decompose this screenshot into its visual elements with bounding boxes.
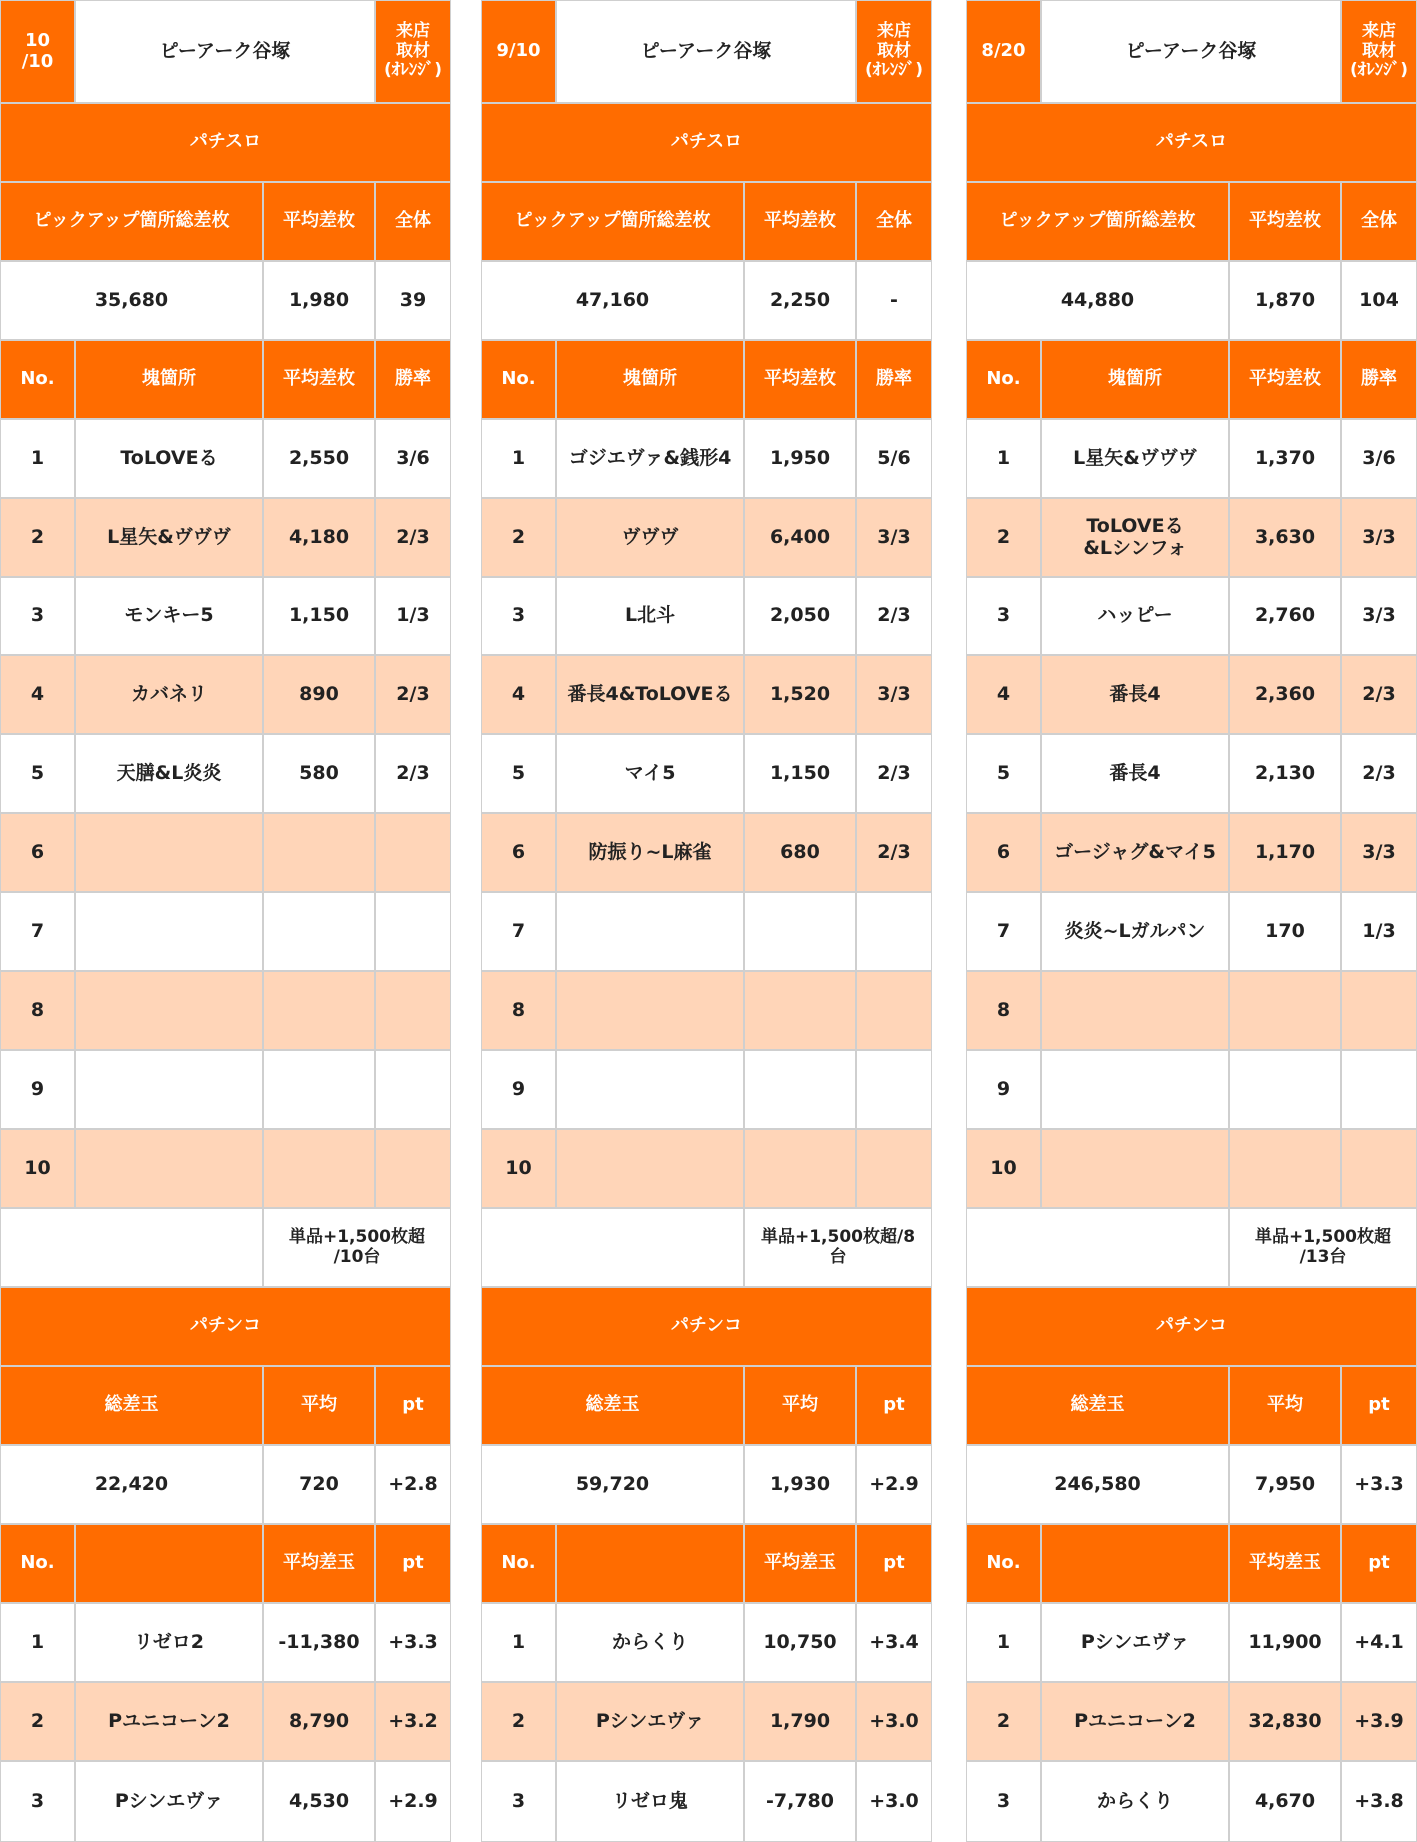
row-number: 3 (0, 577, 75, 655)
pachinko-avg-value: 720 (263, 1445, 375, 1524)
row-number: 4 (481, 655, 556, 734)
row-avg (1229, 971, 1341, 1050)
slot-overall-header: 全体 (1341, 182, 1417, 261)
pachinko-row-number: 2 (481, 1682, 556, 1761)
pachinko-avg-header: 平均 (1229, 1366, 1341, 1445)
row-winrate (1341, 971, 1417, 1050)
col-header-location: 塊箇所 (1041, 340, 1229, 419)
row-number: 10 (481, 1129, 556, 1208)
store-name: ピーアーク谷塚 (556, 0, 856, 103)
row-winrate (375, 1050, 451, 1129)
col-header-avg: 平均差枚 (744, 340, 856, 419)
row-number: 4 (0, 655, 75, 734)
row-location (75, 1129, 263, 1208)
row-number: 2 (481, 498, 556, 577)
row-winrate: 3/6 (375, 419, 451, 498)
pachinko-row-avg: 10,750 (744, 1603, 856, 1682)
row-avg: 580 (263, 734, 375, 813)
row-number: 3 (966, 577, 1041, 655)
row-number: 4 (966, 655, 1041, 734)
pachinko-row-pt: +3.4 (856, 1603, 932, 1682)
col-header-location: 塊箇所 (556, 340, 744, 419)
row-avg (263, 813, 375, 892)
pachinko-col-header-pt: pt (856, 1524, 932, 1603)
coverage-tag: 来店 取材 (ｵﾚﾝｼﾞ) (375, 0, 451, 103)
pachinko-row-number: 3 (481, 1761, 556, 1842)
row-location: 防振り~L麻雀 (556, 813, 744, 892)
pachinko-row-avg: 11,900 (1229, 1603, 1341, 1682)
pachinko-row-avg: 1,790 (744, 1682, 856, 1761)
row-location (1041, 1050, 1229, 1129)
pachinko-row-pt: +4.1 (1341, 1603, 1417, 1682)
slot-avg-value: 2,250 (744, 261, 856, 340)
row-number: 8 (481, 971, 556, 1050)
row-winrate: 1/3 (1341, 892, 1417, 971)
pachinko-total-value: 22,420 (0, 1445, 263, 1524)
pachinko-row-number: 2 (966, 1682, 1041, 1761)
slot-section-title: パチスロ (966, 103, 1417, 182)
slot-overall-value: 104 (1341, 261, 1417, 340)
row-number: 6 (481, 813, 556, 892)
pachinko-col-header-pt: pt (1341, 1524, 1417, 1603)
pachinko-col-header-avg: 平均差玉 (744, 1524, 856, 1603)
row-location (75, 971, 263, 1050)
pachinko-row-number: 1 (481, 1603, 556, 1682)
pachinko-avg-header: 平均 (744, 1366, 856, 1445)
row-number: 7 (0, 892, 75, 971)
row-location (75, 1050, 263, 1129)
row-avg: 1,950 (744, 419, 856, 498)
row-number: 7 (966, 892, 1041, 971)
pachinko-row-avg: 4,530 (263, 1761, 375, 1842)
row-avg: 2,130 (1229, 734, 1341, 813)
row-number: 6 (0, 813, 75, 892)
note-spacer (0, 1208, 263, 1287)
report-panel (481, 0, 932, 1842)
pachinko-pt-value: +3.3 (1341, 1445, 1417, 1524)
row-number: 9 (0, 1050, 75, 1129)
pachinko-row-machine: からくり (556, 1603, 744, 1682)
row-location: ヴヴヴ (556, 498, 744, 577)
slot-avg-header: 平均差枚 (1229, 182, 1341, 261)
row-location (75, 892, 263, 971)
row-avg: 4,180 (263, 498, 375, 577)
row-number: 8 (966, 971, 1041, 1050)
row-number: 5 (481, 734, 556, 813)
pachinko-col-header-name (1041, 1524, 1229, 1603)
row-location: 番長4 (1041, 655, 1229, 734)
single-item-note: 単品+1,500枚超 /13台 (1229, 1208, 1417, 1287)
pachinko-row-pt: +3.9 (1341, 1682, 1417, 1761)
pachinko-total-value: 246,580 (966, 1445, 1229, 1524)
pachinko-section-title: パチンコ (0, 1287, 451, 1366)
single-item-note: 単品+1,500枚超/8 台 (744, 1208, 932, 1287)
row-winrate (375, 892, 451, 971)
row-location (556, 892, 744, 971)
row-number: 5 (966, 734, 1041, 813)
pachinko-row-machine: Pシンエヴァ (556, 1682, 744, 1761)
slot-avg-header: 平均差枚 (263, 182, 375, 261)
row-winrate: 2/3 (856, 734, 932, 813)
row-winrate: 1/3 (375, 577, 451, 655)
slot-avg-value: 1,870 (1229, 261, 1341, 340)
row-winrate (375, 813, 451, 892)
slot-section-title: パチスロ (481, 103, 932, 182)
row-avg: 1,170 (1229, 813, 1341, 892)
slot-total-value: 47,160 (481, 261, 744, 340)
row-avg: 1,520 (744, 655, 856, 734)
note-spacer (966, 1208, 1229, 1287)
row-winrate: 3/3 (1341, 498, 1417, 577)
pachinko-row-number: 3 (0, 1761, 75, 1842)
row-location: ゴジエヴァ&銭形4 (556, 419, 744, 498)
row-avg: 3,630 (1229, 498, 1341, 577)
row-avg: 6,400 (744, 498, 856, 577)
row-winrate: 2/3 (375, 734, 451, 813)
slot-overall-value: 39 (375, 261, 451, 340)
store-name: ピーアーク谷塚 (1041, 0, 1341, 103)
row-avg (263, 892, 375, 971)
pachinko-section-title: パチンコ (966, 1287, 1417, 1366)
date-cell: 9/10 (481, 0, 556, 103)
row-number: 1 (966, 419, 1041, 498)
pachinko-row-avg: 32,830 (1229, 1682, 1341, 1761)
col-header-no: No. (0, 340, 75, 419)
row-winrate: 3/3 (1341, 577, 1417, 655)
pachinko-col-header-no: No. (481, 1524, 556, 1603)
row-winrate: 2/3 (375, 498, 451, 577)
row-location: 番長4&ToLOVEる (556, 655, 744, 734)
row-winrate: 3/3 (1341, 813, 1417, 892)
row-number: 6 (966, 813, 1041, 892)
row-number: 10 (0, 1129, 75, 1208)
pachinko-col-header-avg: 平均差玉 (1229, 1524, 1341, 1603)
col-header-avg: 平均差枚 (1229, 340, 1341, 419)
pachinko-row-number: 2 (0, 1682, 75, 1761)
row-avg (263, 1050, 375, 1129)
pachinko-row-pt: +2.9 (375, 1761, 451, 1842)
row-avg (744, 971, 856, 1050)
row-location (75, 813, 263, 892)
col-header-winrate: 勝率 (375, 340, 451, 419)
slot-total-value: 35,680 (0, 261, 263, 340)
slot-overall-header: 全体 (856, 182, 932, 261)
coverage-tag: 来店 取材 (ｵﾚﾝｼﾞ) (856, 0, 932, 103)
row-number: 5 (0, 734, 75, 813)
row-avg: 170 (1229, 892, 1341, 971)
pachinko-row-pt: +3.0 (856, 1682, 932, 1761)
pachinko-row-pt: +3.0 (856, 1761, 932, 1842)
pachinko-col-header-avg: 平均差玉 (263, 1524, 375, 1603)
pachinko-col-header-name (556, 1524, 744, 1603)
row-winrate (1341, 1050, 1417, 1129)
pachinko-row-number: 1 (966, 1603, 1041, 1682)
col-header-location: 塊箇所 (75, 340, 263, 419)
row-winrate: 2/3 (856, 577, 932, 655)
slot-total-header: ピックアップ箇所総差枚 (0, 182, 263, 261)
row-number: 1 (0, 419, 75, 498)
row-avg: 680 (744, 813, 856, 892)
store-name: ピーアーク谷塚 (75, 0, 375, 103)
pachinko-row-avg: -11,380 (263, 1603, 375, 1682)
row-number: 1 (481, 419, 556, 498)
row-avg: 2,550 (263, 419, 375, 498)
pachinko-row-machine: Pユニコーン2 (75, 1682, 263, 1761)
pachinko-row-machine: Pユニコーン2 (1041, 1682, 1229, 1761)
pachinko-row-machine: Pシンエヴァ (75, 1761, 263, 1842)
row-location: L北斗 (556, 577, 744, 655)
row-location: 天膳&L炎炎 (75, 734, 263, 813)
slot-total-value: 44,880 (966, 261, 1229, 340)
row-winrate: 2/3 (856, 813, 932, 892)
row-location: マイ5 (556, 734, 744, 813)
row-winrate: 2/3 (375, 655, 451, 734)
report-panel (966, 0, 1417, 1842)
col-header-winrate: 勝率 (1341, 340, 1417, 419)
col-header-avg: 平均差枚 (263, 340, 375, 419)
date-cell: 10 /10 (0, 0, 75, 103)
row-winrate (856, 1050, 932, 1129)
slot-total-header: ピックアップ箇所総差枚 (966, 182, 1229, 261)
col-header-no: No. (481, 340, 556, 419)
date-cell: 8/20 (966, 0, 1041, 103)
row-avg (263, 971, 375, 1050)
row-number: 7 (481, 892, 556, 971)
row-winrate (375, 971, 451, 1050)
report-panel (0, 0, 451, 1842)
row-winrate (856, 1129, 932, 1208)
pachinko-pt-header: pt (856, 1366, 932, 1445)
pachinko-avg-header: 平均 (263, 1366, 375, 1445)
row-location: ハッピー (1041, 577, 1229, 655)
pachinko-row-number: 3 (966, 1761, 1041, 1842)
pachinko-pt-header: pt (1341, 1366, 1417, 1445)
row-avg: 890 (263, 655, 375, 734)
row-avg: 2,760 (1229, 577, 1341, 655)
row-winrate: 5/6 (856, 419, 932, 498)
row-location: L星矢&ヴヴヴ (75, 498, 263, 577)
row-location: モンキー5 (75, 577, 263, 655)
single-item-note: 単品+1,500枚超 /10台 (263, 1208, 451, 1287)
row-number: 8 (0, 971, 75, 1050)
row-avg: 1,150 (744, 734, 856, 813)
slot-overall-header: 全体 (375, 182, 451, 261)
slot-section-title: パチスロ (0, 103, 451, 182)
row-number: 2 (0, 498, 75, 577)
note-spacer (481, 1208, 744, 1287)
row-winrate (375, 1129, 451, 1208)
pachinko-row-machine: リゼロ2 (75, 1603, 263, 1682)
row-location: L星矢&ヴヴヴ (1041, 419, 1229, 498)
pachinko-row-pt: +3.2 (375, 1682, 451, 1761)
col-header-no: No. (966, 340, 1041, 419)
row-location (1041, 1129, 1229, 1208)
row-winrate (856, 971, 932, 1050)
col-header-winrate: 勝率 (856, 340, 932, 419)
row-number: 9 (966, 1050, 1041, 1129)
pachinko-section-title: パチンコ (481, 1287, 932, 1366)
row-number: 9 (481, 1050, 556, 1129)
row-winrate: 2/3 (1341, 734, 1417, 813)
pachinko-pt-value: +2.9 (856, 1445, 932, 1524)
pachinko-pt-header: pt (375, 1366, 451, 1445)
slot-avg-header: 平均差枚 (744, 182, 856, 261)
row-location (1041, 971, 1229, 1050)
row-avg (1229, 1050, 1341, 1129)
row-avg: 2,360 (1229, 655, 1341, 734)
pachinko-total-header: 総差玉 (966, 1366, 1229, 1445)
pachinko-col-header-pt: pt (375, 1524, 451, 1603)
row-winrate: 3/3 (856, 655, 932, 734)
pachinko-total-header: 総差玉 (0, 1366, 263, 1445)
row-location (556, 1050, 744, 1129)
row-location: ToLOVEる &Lシンフォ (1041, 498, 1229, 577)
pachinko-row-pt: +3.8 (1341, 1761, 1417, 1842)
row-number: 10 (966, 1129, 1041, 1208)
row-location (556, 1129, 744, 1208)
pachinko-col-header-no: No. (966, 1524, 1041, 1603)
pachinko-total-header: 総差玉 (481, 1366, 744, 1445)
pachinko-row-number: 1 (0, 1603, 75, 1682)
row-location: カバネリ (75, 655, 263, 734)
row-avg (744, 1050, 856, 1129)
pachinko-total-value: 59,720 (481, 1445, 744, 1524)
pachinko-row-machine: リゼロ鬼 (556, 1761, 744, 1842)
row-avg (263, 1129, 375, 1208)
slot-overall-value: - (856, 261, 932, 340)
row-avg (744, 892, 856, 971)
row-avg (1229, 1129, 1341, 1208)
row-location: ゴージャグ&マイ5 (1041, 813, 1229, 892)
coverage-tag: 来店 取材 (ｵﾚﾝｼﾞ) (1341, 0, 1417, 103)
row-avg (744, 1129, 856, 1208)
pachinko-row-avg: -7,780 (744, 1761, 856, 1842)
pachinko-avg-value: 7,950 (1229, 1445, 1341, 1524)
row-location: ToLOVEる (75, 419, 263, 498)
pachinko-col-header-name (75, 1524, 263, 1603)
row-location: 番長4 (1041, 734, 1229, 813)
row-winrate: 3/6 (1341, 419, 1417, 498)
row-location (556, 971, 744, 1050)
pachinko-row-avg: 4,670 (1229, 1761, 1341, 1842)
pachinko-pt-value: +2.8 (375, 1445, 451, 1524)
row-winrate (1341, 1129, 1417, 1208)
row-winrate (856, 892, 932, 971)
pachinko-avg-value: 1,930 (744, 1445, 856, 1524)
row-winrate: 2/3 (1341, 655, 1417, 734)
row-number: 3 (481, 577, 556, 655)
row-location: 炎炎~Lガルパン (1041, 892, 1229, 971)
pachinko-row-machine: からくり (1041, 1761, 1229, 1842)
pachinko-row-avg: 8,790 (263, 1682, 375, 1761)
row-number: 2 (966, 498, 1041, 577)
row-avg: 2,050 (744, 577, 856, 655)
row-winrate: 3/3 (856, 498, 932, 577)
pachinko-col-header-no: No. (0, 1524, 75, 1603)
pachinko-row-pt: +3.3 (375, 1603, 451, 1682)
slot-avg-value: 1,980 (263, 261, 375, 340)
row-avg: 1,150 (263, 577, 375, 655)
row-avg: 1,370 (1229, 419, 1341, 498)
slot-total-header: ピックアップ箇所総差枚 (481, 182, 744, 261)
pachinko-row-machine: Pシンエヴァ (1041, 1603, 1229, 1682)
